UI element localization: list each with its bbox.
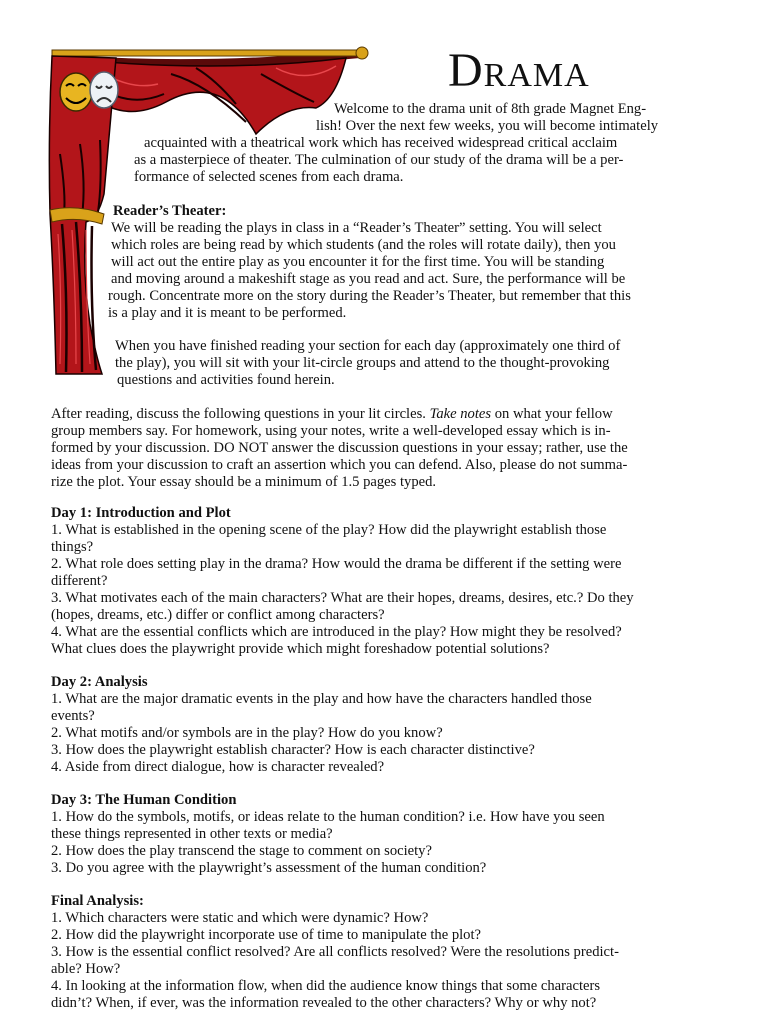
intro-line: lish! Over the next few weeks, you will become intimately bbox=[316, 118, 659, 134]
day1-heading: Day 1: Introduction and Plot bbox=[51, 505, 231, 521]
question-line: What clues does the playwright provide which might foreshadow potential solutions? bbox=[51, 641, 550, 657]
question-line: events? bbox=[51, 708, 95, 724]
readers-theater-line: the play), you will sit with your lit-circle groups and attend to the thought-provoking bbox=[115, 355, 610, 371]
readers-theater-heading: Reader’s Theater: bbox=[113, 203, 227, 219]
question-line: 4. Aside from direct dialogue, how is character revealed? bbox=[51, 759, 385, 775]
readers-theater-line: which roles are being read by which students (and the roles will rotate daily), then you bbox=[111, 237, 616, 253]
question-line: things? bbox=[51, 539, 94, 555]
question-line: 2. How did the playwright incorporate use of time to manipulate the plot? bbox=[51, 927, 482, 943]
readers-theater-line: rough. Concentrate more on the story during the Reader’s Theater, but remember that this bbox=[108, 288, 631, 304]
day2-heading: Day 2: Analysis bbox=[51, 674, 148, 690]
question-line: 4. What are the essential conflicts which are introduced in the play? How might they be resolved? bbox=[51, 624, 622, 640]
readers-theater-line: We will be reading the plays in class in a “Reader’s Theater” setting. You will select bbox=[111, 220, 602, 236]
question-line: 1. What are the major dramatic events in the play and how have the characters handled those bbox=[51, 691, 592, 707]
readers-theater-line: When you have finished reading your section for each day (approximately one third of bbox=[115, 338, 621, 354]
page-title: Drama bbox=[448, 44, 590, 97]
question-line: 3. How is the essential conflict resolved? Are all conflicts resolved? Were the resolutions predict- bbox=[51, 944, 619, 960]
question-line: 1. What is established in the opening scene of the play? How did the playwright establish those bbox=[51, 522, 607, 538]
question-line: didn’t? When, if ever, was the information revealed to the other characters? Why or why not? bbox=[51, 995, 597, 1011]
after-reading-line: After reading, discuss the following questions in your lit circles. Take notes on what your fellow bbox=[51, 406, 613, 422]
question-line: (hopes, dreams, etc.) differ or conflict among characters? bbox=[51, 607, 385, 623]
readers-theater-line: and moving around a makeshift stage as you read and act. Sure, the performance will be bbox=[111, 271, 626, 287]
question-line: 2. What motifs and/or symbols are in the play? How do you know? bbox=[51, 725, 443, 741]
question-line: 2. How does the play transcend the stage to comment on society? bbox=[51, 843, 432, 859]
intro-line: formance of selected scenes from each drama. bbox=[134, 169, 404, 185]
question-line: 3. Do you agree with the playwright’s assessment of the human condition? bbox=[51, 860, 487, 876]
after-reading-line: group members say. For homework, using your notes, write a well-developed essay which is in- bbox=[51, 423, 611, 439]
readers-theater-line: is a play and it is meant to be performed. bbox=[108, 305, 347, 321]
question-line: these things represented in other texts or media? bbox=[51, 826, 333, 842]
question-line: 1. Which characters were static and which were dynamic? How? bbox=[51, 910, 429, 926]
after-reading-line: ideas from your discussion to craft an assertion which you can defend. Also, please do not summa- bbox=[51, 457, 628, 473]
intro-line: acquainted with a theatrical work which has received widespread critical acclaim bbox=[144, 135, 618, 151]
intro-line: Welcome to the drama unit of 8th grade Magnet Eng- bbox=[334, 101, 647, 117]
after-reading-line: formed by your discussion. DO NOT answer the discussion questions in your essay; rather, use the bbox=[51, 440, 628, 456]
readers-theater-line: questions and activities found herein. bbox=[117, 372, 335, 388]
question-line: 3. What motivates each of the main characters? What are their hopes, dreams, desires, etc.? Do they bbox=[51, 590, 634, 606]
question-line: 1. How do the symbols, motifs, or ideas relate to the human condition? i.e. How have you seen bbox=[51, 809, 605, 825]
day3-heading: Day 3: The Human Condition bbox=[51, 792, 237, 808]
question-line: different? bbox=[51, 573, 108, 589]
question-line: 3. How does the playwright establish character? How is each character distinctive? bbox=[51, 742, 535, 758]
final-analysis-heading: Final Analysis: bbox=[51, 893, 144, 909]
after-reading-line: rize the plot. Your essay should be a minimum of 1.5 pages typed. bbox=[51, 474, 437, 490]
intro-line: as a masterpiece of theater. The culmination of our study of the drama will be a per- bbox=[134, 152, 624, 168]
readers-theater-line: will act out the entire play as you encounter it for the first time. You will be standing bbox=[111, 254, 605, 270]
question-line: able? How? bbox=[51, 961, 121, 977]
question-line: 2. What role does setting play in the drama? How would the drama be different if the setting were bbox=[51, 556, 622, 572]
question-line: 4. In looking at the information flow, when did the audience know things that some characters bbox=[51, 978, 601, 994]
